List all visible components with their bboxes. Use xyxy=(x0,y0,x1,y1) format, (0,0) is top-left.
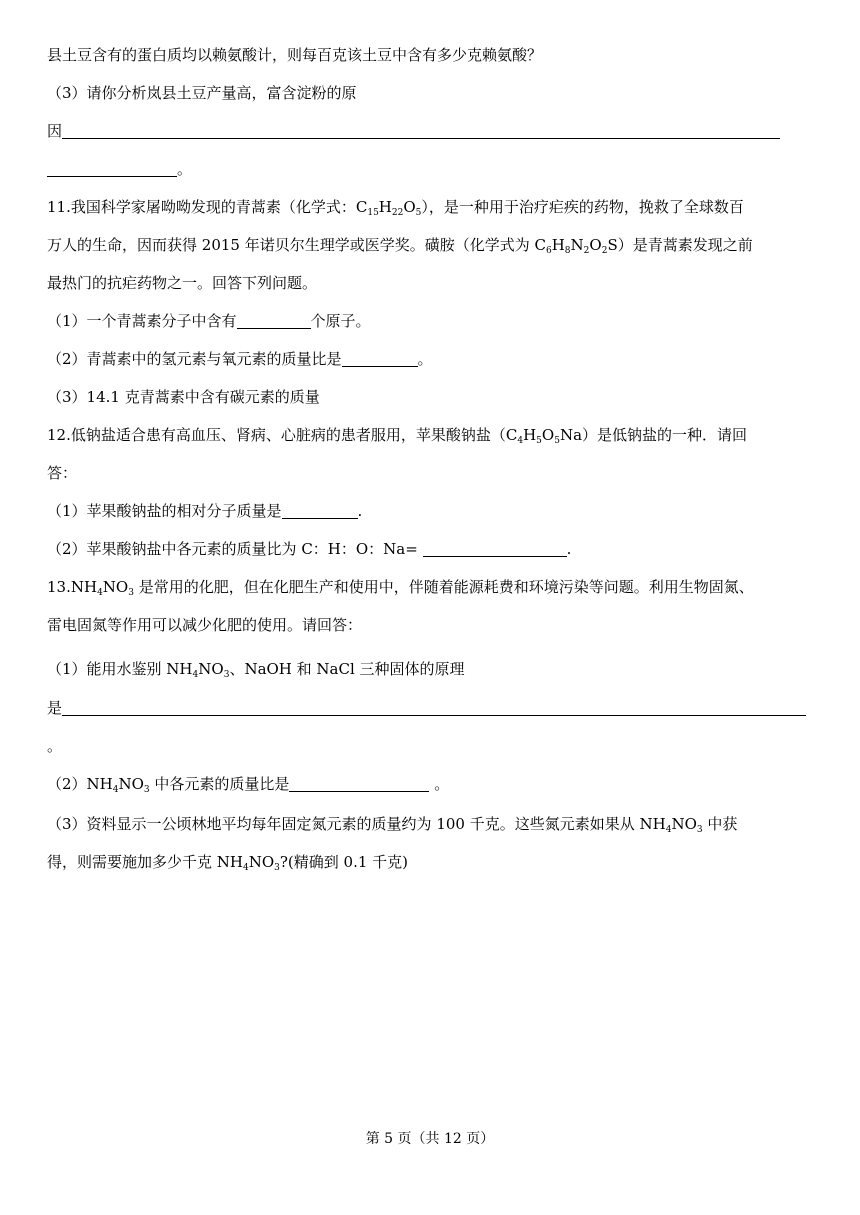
q10-text-line xyxy=(47,45,542,65)
text: （1）一个青蒿素分子中含有 xyxy=(47,312,237,330)
text: S xyxy=(607,236,618,254)
text: O xyxy=(403,198,416,216)
subscript: 8 xyxy=(564,246,571,256)
q12-stem-line-2 xyxy=(47,463,77,483)
text: NO xyxy=(118,775,144,793)
subscript: 4 xyxy=(517,436,524,446)
text: 13.NH xyxy=(47,578,98,596)
q11-1 xyxy=(47,311,371,331)
subscript: 22 xyxy=(391,208,404,218)
q11-2 xyxy=(47,349,433,369)
text: 个原子。 xyxy=(310,312,371,330)
text: ?(精确到 0.1 千克) xyxy=(279,853,409,871)
subscript: 4 xyxy=(242,863,249,873)
q12-2 xyxy=(47,539,571,559)
text: ），是一种用于治疗疟疾的药物，挽救了全球数百 xyxy=(421,198,744,216)
answer-blank[interactable] xyxy=(282,502,358,519)
text: （3）14.1 克青蒿素中含有碳元素的质量 xyxy=(47,388,320,406)
text: 是常用的化肥，但在化肥生产和使用中，伴随着能源耗费和环境污染等问题。利用生物固氮、 xyxy=(133,578,754,596)
subscript: 15 xyxy=(367,208,379,218)
text: O xyxy=(541,426,555,444)
subscript: 4 xyxy=(665,825,672,835)
answer-blank[interactable] xyxy=(289,775,429,792)
subscript: 6 xyxy=(545,246,552,256)
text: （1）苹果酸钠盐的相对分子质量是 xyxy=(47,502,282,520)
text: H xyxy=(551,236,565,254)
text: 得，则需要施加多少千克 NH xyxy=(47,853,243,871)
text: （3）请你分析岚县土豆产量高，富含淀粉的原 xyxy=(47,84,357,102)
text: 县土豆含有的蛋白质均以赖氨酸计，则每百克该土豆中含有多少克赖氨酸？ xyxy=(47,46,543,64)
text: 。 xyxy=(429,775,450,793)
q10-3-answer-line-2 xyxy=(47,159,192,179)
q11-stem-line-1 xyxy=(47,197,744,217)
subscript: 2 xyxy=(583,246,590,256)
text: 11.我国科学家屠呦呦发现的青蒿素（化学式：C xyxy=(47,198,368,216)
text: . xyxy=(566,540,572,558)
text: ）是青蒿素发现之前 xyxy=(617,236,753,254)
subscript: 3 xyxy=(143,785,150,795)
subscript: 3 xyxy=(223,670,230,680)
text: 因 xyxy=(47,122,63,140)
text: . xyxy=(357,502,363,520)
page-footer: 第 5 页（共 12 页） xyxy=(365,1131,495,1147)
text: （2）NH xyxy=(47,775,113,793)
q13-3-line-2 xyxy=(47,852,408,872)
text: NO xyxy=(671,815,697,833)
text: H xyxy=(523,426,537,444)
q13-stem-line-1 xyxy=(47,577,754,597)
subscript: 3 xyxy=(128,588,134,598)
q13-3-line-1 xyxy=(47,814,737,834)
text: 最热门的抗疟药物之一。回答下列问题。 xyxy=(47,274,318,292)
text: 。 xyxy=(417,350,433,368)
subscript: 5 xyxy=(554,436,560,446)
text: 是 xyxy=(47,699,63,717)
q13-1-answer-line xyxy=(47,698,806,718)
text: 雷电固氮等作用可以减少化肥的使用。请回答： xyxy=(47,616,363,634)
q10-3-answer-line xyxy=(47,121,780,141)
answer-blank[interactable] xyxy=(47,160,177,177)
subscript: 4 xyxy=(112,785,119,795)
text: 万人的生命，因而获得 2015 年诺贝尔生理学或医学奖。磺胺（化学式为 C xyxy=(47,236,546,254)
q13-1-answer-end xyxy=(47,736,62,756)
subscript: 5 xyxy=(536,436,542,446)
subscript: 2 xyxy=(601,246,608,256)
text: N xyxy=(570,236,584,254)
text: 。 xyxy=(47,737,63,755)
q12-stem-line-1 xyxy=(47,425,747,445)
answer-blank[interactable] xyxy=(62,699,806,716)
answer-blank[interactable] xyxy=(237,312,311,329)
subscript: 3 xyxy=(274,863,280,873)
text: 中获 xyxy=(702,815,738,833)
text: NO xyxy=(198,660,224,678)
text: O xyxy=(589,236,602,254)
subscript: 5 xyxy=(415,208,422,218)
q13-1 xyxy=(47,659,465,679)
subscript: 4 xyxy=(192,670,199,680)
answer-blank[interactable] xyxy=(342,350,418,367)
q13-2 xyxy=(47,774,449,794)
text: H xyxy=(378,198,392,216)
text: 12.低钠盐适合患有高血压、肾病、心脏病的患者服用，苹果酸钠盐（C xyxy=(47,426,518,444)
text: （2）青蒿素中的氢元素与氧元素的质量比是 xyxy=(47,350,342,368)
text: 。 xyxy=(177,160,193,178)
text: 答： xyxy=(47,464,78,482)
q11-stem-line-3 xyxy=(47,273,317,293)
subscript: 3 xyxy=(696,825,703,835)
answer-blank[interactable] xyxy=(62,122,780,139)
text: NO xyxy=(102,578,129,596)
text: （1）能用水鉴别 NH xyxy=(47,660,193,678)
text: （3）资料显示一公顷林地平均每年固定氮元素的质量约为 100 千克。这些氮元素如果从 NH xyxy=(47,815,666,833)
q13-stem-line-2 xyxy=(47,615,362,635)
text: NO xyxy=(248,853,275,871)
q11-stem-line-2 xyxy=(47,235,753,255)
q11-3 xyxy=(47,387,320,407)
text: 、NaOH 和 NaCl 三种固体的原理 xyxy=(229,660,465,678)
subscript: 4 xyxy=(97,588,103,598)
q12-1 xyxy=(47,501,362,521)
text: Na）是低钠盐的一种．请回 xyxy=(559,426,748,444)
q10-3-question xyxy=(47,83,357,103)
answer-blank[interactable] xyxy=(423,540,567,557)
text: （2）苹果酸钠盐中各元素的质量比为 C：H：O：Na= xyxy=(47,540,423,558)
text: 中各元素的质量比是 xyxy=(149,775,290,793)
